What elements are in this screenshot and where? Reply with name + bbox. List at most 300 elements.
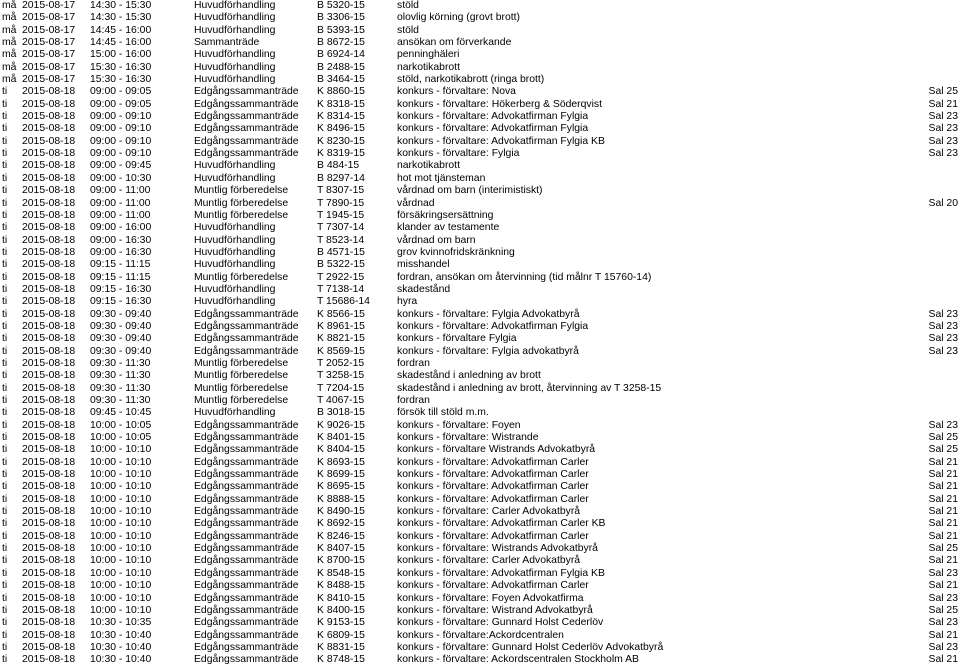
weekday-cell: ti bbox=[2, 148, 8, 160]
schedule-row bbox=[0, 444, 960, 456]
room-cell: Sal 23 bbox=[928, 567, 958, 579]
schedule-row bbox=[0, 160, 960, 172]
date-cell: 2015-08-18 bbox=[22, 567, 76, 579]
date-cell: 2015-08-17 bbox=[22, 24, 76, 36]
date-cell: 2015-08-18 bbox=[22, 345, 76, 357]
description-cell: konkurs - förvaltare: Fylgia advokatbyrå bbox=[397, 345, 579, 357]
weekday-cell: ti bbox=[2, 197, 8, 209]
time-cell: 10:00 - 10:10 bbox=[90, 555, 152, 567]
date-cell: 2015-08-18 bbox=[22, 506, 76, 518]
description-cell: konkurs - förvaltare: Advokatfirman Carler bbox=[397, 493, 589, 505]
schedule-row bbox=[0, 358, 960, 370]
time-cell: 09:15 - 11:15 bbox=[90, 259, 151, 271]
date-cell: 2015-08-18 bbox=[22, 432, 76, 444]
room-cell: Sal 25 bbox=[928, 604, 958, 616]
hearing-type-cell: Edgångssammanträde bbox=[194, 135, 299, 147]
weekday-cell: ti bbox=[2, 296, 8, 308]
weekday-cell: ti bbox=[2, 592, 8, 604]
case-number-cell: K 6809-15 bbox=[317, 629, 365, 641]
weekday-cell: må bbox=[2, 49, 17, 61]
schedule-row bbox=[0, 111, 960, 123]
date-cell: 2015-08-18 bbox=[22, 592, 76, 604]
room-cell: Sal 21 bbox=[928, 456, 958, 468]
description-cell: konkurs - förvaltare: Wistrande bbox=[397, 432, 539, 444]
hearing-type-cell: Edgångssammanträde bbox=[194, 148, 299, 160]
date-cell: 2015-08-18 bbox=[22, 469, 76, 481]
weekday-cell: ti bbox=[2, 86, 8, 98]
case-number-cell: K 8699-15 bbox=[317, 469, 365, 481]
weekday-cell: ti bbox=[2, 283, 8, 295]
description-cell: konkurs - förvaltare: Advokatfirman Fylgia bbox=[397, 111, 589, 123]
date-cell: 2015-08-17 bbox=[22, 12, 76, 24]
time-cell: 10:30 - 10:35 bbox=[90, 617, 152, 629]
weekday-cell: ti bbox=[2, 185, 8, 197]
description-cell: konkurs - förvaltare Wistrands Advokatbyrå bbox=[397, 444, 596, 456]
schedule-row bbox=[0, 210, 960, 222]
hearing-type-cell: Edgångssammanträde bbox=[194, 86, 299, 98]
description-cell: vårdnad om barn (interimistiskt) bbox=[397, 185, 543, 197]
case-number-cell: K 8700-15 bbox=[317, 555, 365, 567]
room-cell: Sal 25 bbox=[928, 432, 958, 444]
schedule-row bbox=[0, 580, 960, 592]
schedule-row bbox=[0, 136, 960, 148]
weekday-cell: ti bbox=[2, 518, 8, 530]
hearing-type-cell: Edgångssammanträde bbox=[194, 456, 299, 468]
description-cell: konkurs - förvaltare: Wistrands Advokatbyrå bbox=[397, 543, 598, 555]
time-cell: 10:00 - 10:10 bbox=[90, 530, 152, 542]
date-cell: 2015-08-17 bbox=[22, 74, 76, 86]
case-number-cell: T 8307-15 bbox=[317, 185, 365, 197]
date-cell: 2015-08-18 bbox=[22, 197, 76, 209]
schedule-row bbox=[0, 370, 960, 382]
schedule-row bbox=[0, 247, 960, 259]
time-cell: 09:15 - 16:30 bbox=[90, 296, 152, 308]
date-cell: 2015-08-18 bbox=[22, 543, 76, 555]
date-cell: 2015-08-17 bbox=[22, 61, 76, 73]
date-cell: 2015-08-18 bbox=[22, 604, 76, 616]
description-cell: konkurs - förvaltare: Wistrand Advokatbyrå bbox=[397, 604, 593, 616]
weekday-cell: ti bbox=[2, 641, 8, 653]
time-cell: 09:00 - 09:10 bbox=[90, 148, 152, 160]
date-cell: 2015-08-18 bbox=[22, 407, 76, 419]
hearing-type-cell: Edgångssammanträde bbox=[194, 580, 299, 592]
case-number-cell: K 8693-15 bbox=[317, 456, 365, 468]
date-cell: 2015-08-18 bbox=[22, 246, 76, 258]
time-cell: 14:45 - 16:00 bbox=[90, 37, 152, 49]
schedule-row bbox=[0, 568, 960, 580]
weekday-cell: ti bbox=[2, 345, 8, 357]
schedule-row bbox=[0, 272, 960, 284]
time-cell: 15:30 - 16:30 bbox=[90, 74, 152, 86]
case-number-cell: B 4571-15 bbox=[317, 246, 365, 258]
date-cell: 2015-08-18 bbox=[22, 271, 76, 283]
description-cell: konkurs - förvaltare: Fylgia bbox=[397, 148, 520, 160]
weekday-cell: må bbox=[2, 74, 17, 86]
weekday-cell: ti bbox=[2, 543, 8, 555]
time-cell: 10:00 - 10:10 bbox=[90, 469, 152, 481]
time-cell: 09:30 - 11:30 bbox=[90, 357, 151, 369]
time-cell: 10:30 - 10:40 bbox=[90, 641, 152, 653]
schedule-row bbox=[0, 432, 960, 444]
description-cell: skadestånd i anledning av brott bbox=[397, 370, 541, 382]
schedule-row bbox=[0, 49, 960, 61]
hearing-type-cell: Edgångssammanträde bbox=[194, 320, 299, 332]
time-cell: 10:00 - 10:10 bbox=[90, 580, 152, 592]
room-cell: Sal 25 bbox=[928, 543, 958, 555]
time-cell: 10:00 - 10:10 bbox=[90, 493, 152, 505]
description-cell: stöld bbox=[397, 0, 419, 11]
case-number-cell: B 3306-15 bbox=[317, 12, 365, 24]
schedule-row bbox=[0, 333, 960, 345]
date-cell: 2015-08-18 bbox=[22, 86, 76, 98]
date-cell: 2015-08-18 bbox=[22, 320, 76, 332]
case-number-cell: K 8860-15 bbox=[317, 86, 365, 98]
hearing-type-cell: Huvudförhandling bbox=[194, 234, 276, 246]
description-cell: konkurs - förvaltare: Ackordscentralen Stockholm AB bbox=[397, 654, 639, 666]
date-cell: 2015-08-18 bbox=[22, 148, 76, 160]
date-cell: 2015-08-18 bbox=[22, 283, 76, 295]
date-cell: 2015-08-18 bbox=[22, 333, 76, 345]
room-cell: Sal 23 bbox=[928, 641, 958, 653]
schedule-row bbox=[0, 259, 960, 271]
description-cell: konkurs - förvaltare: Advokatfirman Carler bbox=[397, 469, 589, 481]
time-cell: 10:00 - 10:10 bbox=[90, 444, 152, 456]
date-cell: 2015-08-18 bbox=[22, 160, 76, 172]
date-cell: 2015-08-18 bbox=[22, 395, 76, 406]
room-cell: Sal 25 bbox=[928, 444, 958, 456]
schedule-row bbox=[0, 148, 960, 160]
weekday-cell: ti bbox=[2, 407, 8, 419]
case-number-cell: B 3464-15 bbox=[317, 74, 365, 86]
case-number-cell: K 8490-15 bbox=[317, 506, 365, 518]
date-cell: 2015-08-18 bbox=[22, 444, 76, 456]
hearing-type-cell: Huvudförhandling bbox=[194, 172, 276, 184]
time-cell: 09:00 - 09:10 bbox=[90, 111, 152, 123]
weekday-cell: ti bbox=[2, 419, 8, 431]
weekday-cell: ti bbox=[2, 629, 8, 641]
hearing-type-cell: Edgångssammanträde bbox=[194, 481, 299, 493]
case-number-cell: T 7204-15 bbox=[317, 382, 365, 394]
case-number-cell: B 8672-15 bbox=[317, 37, 365, 49]
schedule-row bbox=[0, 62, 960, 74]
case-number-cell: T 3258-15 bbox=[317, 370, 365, 382]
time-cell: 10:30 - 10:40 bbox=[90, 654, 152, 666]
case-number-cell: K 8246-15 bbox=[317, 530, 365, 542]
hearing-type-cell: Huvudförhandling bbox=[194, 12, 276, 24]
time-cell: 14:45 - 16:00 bbox=[90, 24, 152, 36]
time-cell: 09:30 - 09:40 bbox=[90, 345, 152, 357]
time-cell: 09:45 - 10:45 bbox=[90, 407, 152, 419]
date-cell: 2015-08-18 bbox=[22, 234, 76, 246]
hearing-type-cell: Huvudförhandling bbox=[194, 296, 276, 308]
time-cell: 09:00 - 09:05 bbox=[90, 86, 152, 98]
schedule-row bbox=[0, 86, 960, 98]
room-cell: Sal 23 bbox=[928, 333, 958, 345]
description-cell: stöld bbox=[397, 24, 419, 36]
room-cell: Sal 20 bbox=[928, 197, 958, 209]
hearing-type-cell: Edgångssammanträde bbox=[194, 641, 299, 653]
date-cell: 2015-08-17 bbox=[22, 49, 76, 61]
room-cell: Sal 23 bbox=[928, 592, 958, 604]
room-cell: Sal 21 bbox=[928, 555, 958, 567]
weekday-cell: ti bbox=[2, 580, 8, 592]
weekday-cell: må bbox=[2, 12, 17, 24]
weekday-cell: ti bbox=[2, 370, 8, 382]
hearing-type-cell: Edgångssammanträde bbox=[194, 345, 299, 357]
weekday-cell: må bbox=[2, 37, 17, 49]
description-cell: misshandel bbox=[397, 259, 450, 271]
weekday-cell: ti bbox=[2, 259, 8, 271]
hearing-type-cell: Huvudförhandling bbox=[194, 24, 276, 36]
hearing-type-cell: Muntlig förberedelse bbox=[194, 185, 289, 197]
room-cell: Sal 21 bbox=[928, 98, 958, 110]
hearing-type-cell: Huvudförhandling bbox=[194, 61, 276, 73]
weekday-cell: ti bbox=[2, 432, 8, 444]
description-cell: olovlig körning (grovt brott) bbox=[397, 12, 521, 24]
room-cell: Sal 21 bbox=[928, 580, 958, 592]
description-cell: konkurs - förvaltare: Advokatfirman Carler bbox=[397, 481, 589, 493]
weekday-cell: ti bbox=[2, 382, 8, 394]
time-cell: 09:00 - 11:00 bbox=[90, 185, 151, 197]
schedule-row bbox=[0, 457, 960, 469]
description-cell: konkurs - förvaltare: Advokatfirman Carler bbox=[397, 530, 589, 542]
description-cell: konkurs - förvaltare: Advokatfirman Carler KB bbox=[397, 518, 606, 530]
description-cell: fordran bbox=[397, 357, 430, 369]
description-cell: konkurs - förvaltare: Advokatfirman Carler bbox=[397, 580, 589, 592]
weekday-cell: ti bbox=[2, 456, 8, 468]
description-cell: hyra bbox=[397, 296, 418, 308]
description-cell: konkurs - förvaltare: Foyen Advokatfirma bbox=[397, 592, 584, 604]
time-cell: 10:00 - 10:10 bbox=[90, 506, 152, 518]
case-number-cell: K 8692-15 bbox=[317, 518, 365, 530]
time-cell: 09:00 - 09:10 bbox=[90, 135, 152, 147]
case-number-cell: T 2922-15 bbox=[317, 271, 365, 283]
hearing-type-cell: Edgångssammanträde bbox=[194, 543, 299, 555]
case-number-cell: T 8523-14 bbox=[317, 234, 365, 246]
case-number-cell: K 8319-15 bbox=[317, 148, 365, 160]
hearing-type-cell: Muntlig förberedelse bbox=[194, 382, 289, 394]
time-cell: 10:00 - 10:10 bbox=[90, 592, 152, 604]
weekday-cell: ti bbox=[2, 481, 8, 493]
weekday-cell: ti bbox=[2, 160, 8, 172]
room-cell: Sal 23 bbox=[928, 148, 958, 160]
case-number-cell: K 8410-15 bbox=[317, 592, 365, 604]
weekday-cell: ti bbox=[2, 395, 8, 406]
case-number-cell: K 8407-15 bbox=[317, 543, 365, 555]
description-cell: konkurs - förvaltare: Advokatfirman Fylgia KB bbox=[397, 567, 605, 579]
time-cell: 15:30 - 16:30 bbox=[90, 61, 152, 73]
room-cell: Sal 25 bbox=[928, 86, 958, 98]
time-cell: 09:00 - 16:30 bbox=[90, 234, 152, 246]
time-cell: 09:15 - 11:15 bbox=[90, 271, 151, 283]
date-cell: 2015-08-18 bbox=[22, 481, 76, 493]
description-cell: konkurs - förvaltare: Fylgia Advokatbyrå bbox=[397, 308, 580, 320]
weekday-cell: ti bbox=[2, 271, 8, 283]
schedule-row bbox=[0, 74, 960, 86]
weekday-cell: ti bbox=[2, 617, 8, 629]
room-cell: Sal 21 bbox=[928, 629, 958, 641]
date-cell: 2015-08-18 bbox=[22, 518, 76, 530]
case-number-cell: T 2052-15 bbox=[317, 357, 365, 369]
case-number-cell: K 8318-15 bbox=[317, 98, 365, 110]
case-number-cell: K 8748-15 bbox=[317, 654, 365, 666]
schedule-row bbox=[0, 383, 960, 395]
date-cell: 2015-08-17 bbox=[22, 0, 76, 11]
case-number-cell: T 7138-14 bbox=[317, 283, 365, 295]
description-cell: grov kvinnofridskränkning bbox=[397, 246, 515, 258]
schedule-row bbox=[0, 407, 960, 419]
weekday-cell: ti bbox=[2, 320, 8, 332]
room-cell: Sal 23 bbox=[928, 308, 958, 320]
description-cell: klander av testamente bbox=[397, 222, 500, 234]
case-number-cell: B 5393-15 bbox=[317, 24, 365, 36]
date-cell: 2015-08-18 bbox=[22, 654, 76, 666]
time-cell: 09:15 - 16:30 bbox=[90, 283, 152, 295]
date-cell: 2015-08-18 bbox=[22, 185, 76, 197]
description-cell: fordran, ansökan om återvinning (tid målnr T 15760-14) bbox=[397, 271, 652, 283]
case-number-cell: B 6924-14 bbox=[317, 49, 365, 61]
case-number-cell: K 8314-15 bbox=[317, 111, 365, 123]
time-cell: 14:30 - 15:30 bbox=[90, 0, 152, 11]
room-cell: Sal 21 bbox=[928, 506, 958, 518]
hearing-type-cell: Edgångssammanträde bbox=[194, 444, 299, 456]
schedule-row bbox=[0, 12, 960, 24]
date-cell: 2015-08-18 bbox=[22, 456, 76, 468]
case-number-cell: B 3018-15 bbox=[317, 407, 365, 419]
weekday-cell: ti bbox=[2, 111, 8, 123]
date-cell: 2015-08-18 bbox=[22, 370, 76, 382]
time-cell: 09:30 - 09:40 bbox=[90, 333, 152, 345]
hearing-type-cell: Muntlig förberedelse bbox=[194, 357, 289, 369]
hearing-type-cell: Huvudförhandling bbox=[194, 74, 276, 86]
room-cell: Sal 23 bbox=[928, 123, 958, 135]
date-cell: 2015-08-18 bbox=[22, 308, 76, 320]
date-cell: 2015-08-18 bbox=[22, 617, 76, 629]
description-cell: konkurs - förvaltare: Nova bbox=[397, 86, 516, 98]
schedule-row bbox=[0, 173, 960, 185]
hearing-type-cell: Edgångssammanträde bbox=[194, 469, 299, 481]
time-cell: 10:00 - 10:10 bbox=[90, 604, 152, 616]
room-cell: Sal 23 bbox=[928, 617, 958, 629]
hearing-type-cell: Edgångssammanträde bbox=[194, 530, 299, 542]
case-number-cell: B 484-15 bbox=[317, 160, 360, 172]
description-cell: penninghäleri bbox=[397, 49, 460, 61]
case-number-cell: K 8831-15 bbox=[317, 641, 365, 653]
time-cell: 09:30 - 11:30 bbox=[90, 370, 151, 382]
time-cell: 09:30 - 09:40 bbox=[90, 308, 152, 320]
room-cell: Sal 21 bbox=[928, 530, 958, 542]
description-cell: konkurs - förvaltare Fylgia bbox=[397, 333, 517, 345]
description-cell: vårdnad om barn bbox=[397, 234, 476, 246]
hearing-type-cell: Muntlig förberedelse bbox=[194, 370, 289, 382]
description-cell: konkurs - förvaltare: Carler Advokatbyrå bbox=[397, 555, 581, 567]
weekday-cell: ti bbox=[2, 555, 8, 567]
case-number-cell: K 8400-15 bbox=[317, 604, 365, 616]
hearing-type-cell: Huvudförhandling bbox=[194, 283, 276, 295]
case-number-cell: K 8961-15 bbox=[317, 320, 365, 332]
schedule-row bbox=[0, 395, 960, 407]
time-cell: 09:00 - 11:00 bbox=[90, 197, 151, 209]
room-cell: Sal 23 bbox=[928, 111, 958, 123]
case-number-cell: K 8888-15 bbox=[317, 493, 365, 505]
time-cell: 10:00 - 10:10 bbox=[90, 518, 152, 530]
schedule-row bbox=[0, 531, 960, 543]
time-cell: 10:00 - 10:10 bbox=[90, 481, 152, 493]
time-cell: 09:00 - 11:00 bbox=[90, 209, 151, 221]
description-cell: stöld, narkotikabrott (ringa brott) bbox=[397, 74, 545, 86]
schedule-row bbox=[0, 642, 960, 654]
time-cell: 10:00 - 10:10 bbox=[90, 543, 152, 555]
date-cell: 2015-08-18 bbox=[22, 629, 76, 641]
hearing-type-cell: Huvudförhandling bbox=[194, 0, 276, 11]
time-cell: 09:30 - 09:40 bbox=[90, 320, 152, 332]
time-cell: 09:00 - 16:00 bbox=[90, 222, 152, 234]
case-number-cell: K 9026-15 bbox=[317, 419, 365, 431]
date-cell: 2015-08-17 bbox=[22, 37, 76, 49]
time-cell: 10:00 - 10:10 bbox=[90, 567, 152, 579]
time-cell: 14:30 - 15:30 bbox=[90, 12, 152, 24]
schedule-row bbox=[0, 198, 960, 210]
hearing-type-cell: Edgångssammanträde bbox=[194, 654, 299, 666]
weekday-cell: ti bbox=[2, 234, 8, 246]
case-number-cell: T 7307-14 bbox=[317, 222, 365, 234]
schedule-row bbox=[0, 284, 960, 296]
date-cell: 2015-08-18 bbox=[22, 259, 76, 271]
case-number-cell: K 8230-15 bbox=[317, 135, 365, 147]
room-cell: Sal 23 bbox=[928, 135, 958, 147]
weekday-cell: ti bbox=[2, 506, 8, 518]
hearing-type-cell: Edgångssammanträde bbox=[194, 518, 299, 530]
date-cell: 2015-08-18 bbox=[22, 172, 76, 184]
time-cell: 09:00 - 10:30 bbox=[90, 172, 152, 184]
case-number-cell: T 15686-14 bbox=[317, 296, 370, 308]
hearing-type-cell: Edgångssammanträde bbox=[194, 592, 299, 604]
time-cell: 09:00 - 09:05 bbox=[90, 98, 152, 110]
description-cell: konkurs - förvaltare: Advokatfirman Fylgia bbox=[397, 320, 589, 332]
date-cell: 2015-08-18 bbox=[22, 530, 76, 542]
hearing-type-cell: Edgångssammanträde bbox=[194, 111, 299, 123]
description-cell: narkotikabrott bbox=[397, 61, 460, 73]
case-number-cell: K 8566-15 bbox=[317, 308, 365, 320]
weekday-cell: ti bbox=[2, 444, 8, 456]
date-cell: 2015-08-18 bbox=[22, 357, 76, 369]
case-number-cell: K 8821-15 bbox=[317, 333, 365, 345]
hearing-type-cell: Edgångssammanträde bbox=[194, 98, 299, 110]
description-cell: konkurs - förvaltare:Ackordcentralen bbox=[397, 629, 564, 641]
schedule-row bbox=[0, 593, 960, 605]
date-cell: 2015-08-18 bbox=[22, 123, 76, 135]
room-cell: Sal 23 bbox=[928, 419, 958, 431]
weekday-cell: ti bbox=[2, 246, 8, 258]
case-number-cell: K 8496-15 bbox=[317, 123, 365, 135]
schedule-row bbox=[0, 99, 960, 111]
hearing-type-cell: Edgångssammanträde bbox=[194, 567, 299, 579]
schedule-row bbox=[0, 420, 960, 432]
schedule-row bbox=[0, 37, 960, 49]
case-number-cell: B 8297-14 bbox=[317, 172, 365, 184]
weekday-cell: ti bbox=[2, 222, 8, 234]
room-cell: Sal 21 bbox=[928, 654, 958, 666]
case-number-cell: K 8695-15 bbox=[317, 481, 365, 493]
weekday-cell: må bbox=[2, 61, 17, 73]
hearing-type-cell: Huvudförhandling bbox=[194, 160, 276, 172]
time-cell: 10:00 - 10:10 bbox=[90, 456, 152, 468]
schedule-row bbox=[0, 543, 960, 555]
hearing-type-cell: Edgångssammanträde bbox=[194, 123, 299, 135]
weekday-cell: ti bbox=[2, 209, 8, 221]
room-cell: Sal 23 bbox=[928, 345, 958, 357]
time-cell: 10:00 - 10:05 bbox=[90, 419, 152, 431]
